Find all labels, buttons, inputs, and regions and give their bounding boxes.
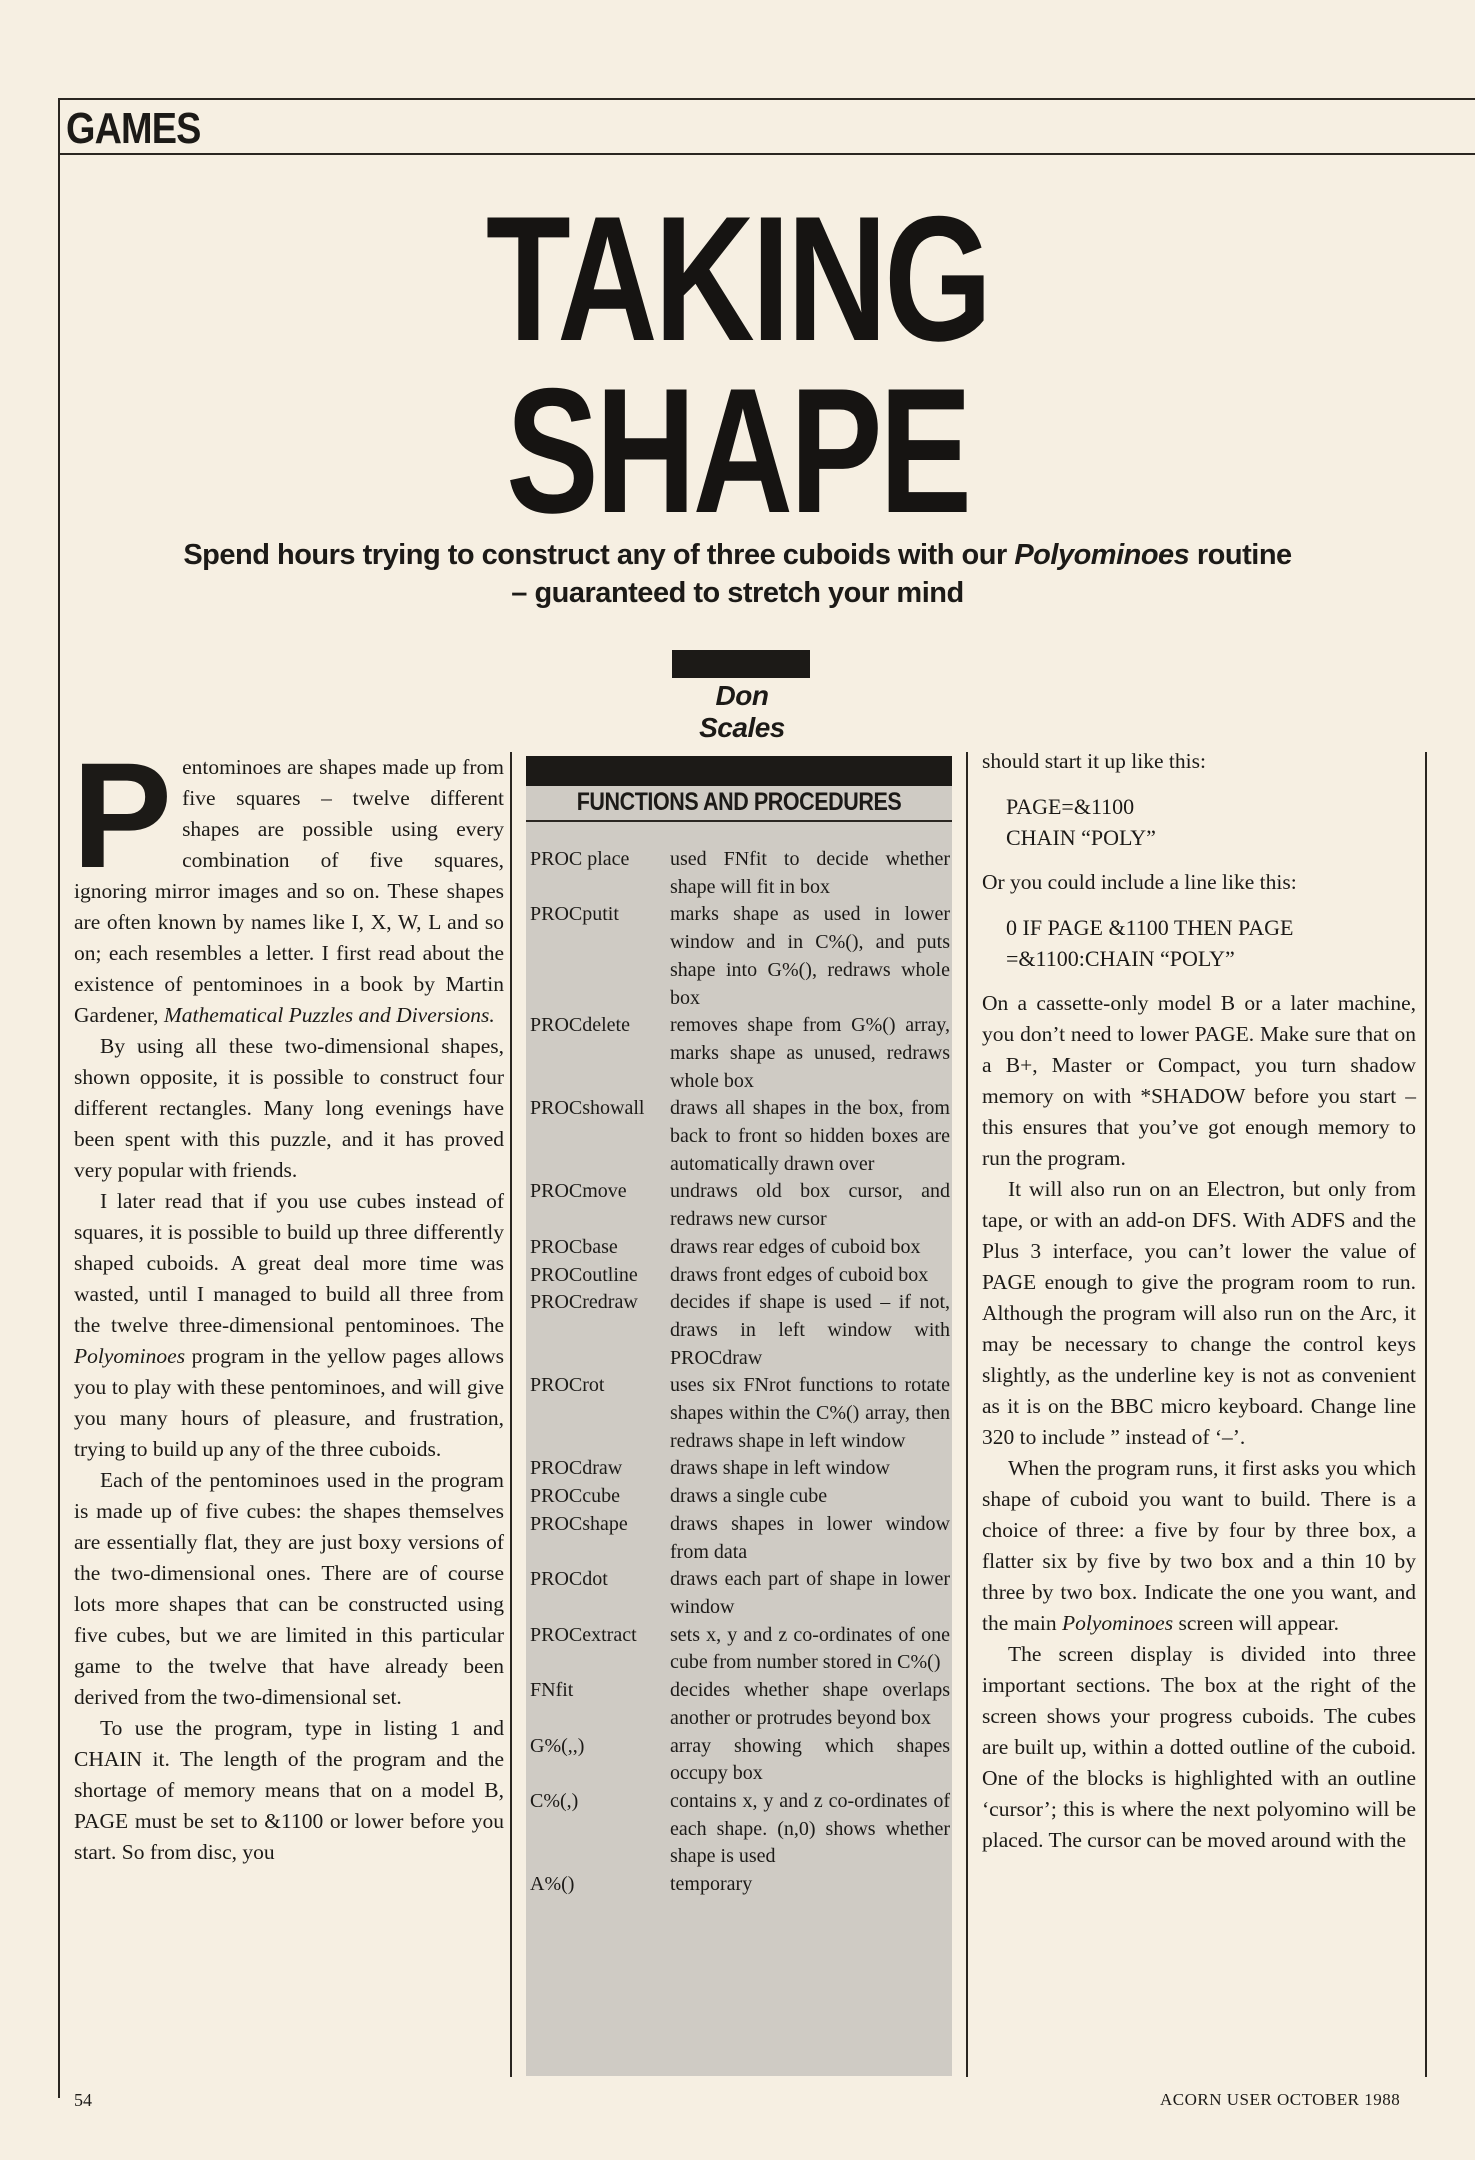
- function-name: PROCextract: [530, 1623, 637, 1646]
- function-description: draws shape in left window: [670, 1457, 890, 1480]
- function-name: PROCshape: [530, 1512, 628, 1535]
- function-row: [530, 1566, 950, 1621]
- function-row: [530, 1788, 950, 1871]
- functions-box-bar: [526, 756, 952, 786]
- function-description: draws shapes in lower window from data: [670, 1512, 950, 1563]
- function-description: draws front edges of cuboid box: [670, 1263, 929, 1286]
- col1-paragraph-3: [74, 1186, 504, 1465]
- standfirst-italic: Polyominoes: [1014, 539, 1190, 571]
- function-description: contains x, y and z co-ordinates of each shape. (n,0) shows whether shape is used: [670, 1789, 950, 1868]
- function-name: PROCcube: [530, 1485, 620, 1508]
- function-name: PROCoutline: [530, 1263, 638, 1286]
- column-rule-3: [1425, 752, 1427, 2077]
- function-name: PROCbase: [530, 1235, 618, 1258]
- byline-bar: [672, 650, 810, 678]
- col3-paragraph-5: [982, 1453, 1416, 1639]
- function-row: [530, 1178, 950, 1233]
- col1-p1-text: entominoes are shapes made up from five squares – twelve different shapes are possible using every combination of five squares, ignoring mirror images and so on. These shapes are often known by names like I, X, W, L and so on; each resembles a letter. I first read about the existence of pentominoes in a book by Martin Gardener,: [74, 755, 504, 1027]
- section-rule: [58, 153, 1475, 155]
- function-row: [530, 901, 950, 1012]
- function-name: PROCdot: [530, 1568, 608, 1591]
- byline: Don Scales: [699, 680, 785, 743]
- standfirst: [180, 536, 1295, 612]
- function-description: temporary: [670, 1873, 753, 1896]
- function-name: C%(,): [530, 1789, 579, 1812]
- col1-paragraph-4: Each of the pentominoes used in the program is made up of five cubes: the shapes themselves are essentially flat, they are just boxy versions of the two-dimensional ones. There are of course lots more shapes that can be constructed using five cubes, but we are limited in this particular game to the twelve that have already been derived from the two-dimensional set.: [74, 1468, 504, 1709]
- drop-cap: P: [72, 731, 173, 899]
- left-rule: [58, 98, 60, 2098]
- col1-p1-italic: Mathematical Puzzles and Diversions.: [163, 1003, 495, 1027]
- function-row: [530, 1234, 950, 1262]
- function-row: [530, 846, 950, 901]
- function-description: undraws old box cursor, and redraws new cursor: [670, 1180, 950, 1231]
- title-line-1: TAKING: [485, 179, 990, 378]
- function-name: PROCdraw: [530, 1457, 623, 1480]
- function-row: [530, 1289, 950, 1372]
- standfirst-text-2: routine – guaranteed to stretch your mind: [511, 539, 1292, 609]
- function-name: PROCdelete: [530, 1014, 630, 1037]
- function-row: [530, 1012, 950, 1095]
- col1-paragraph-5: To use the program, type in listing 1 and CHAIN it. The length of the program and the shortage of memory means that on a model B, PAGE must be set to &1100 or lower before you start. So from disc, you: [74, 1716, 504, 1864]
- code-line: PAGE=&1100: [1006, 794, 1135, 819]
- col3-paragraph-6: The screen display is divided into three important sections. The box at the right of the screen shows your progress cuboids. The cubes are built up, within a dotted outline of the cuboid. One of the blocks is highlighted with an outline ‘cursor’; this is where the next polyomino will be placed. The cursor can be moved around with the: [982, 1642, 1416, 1852]
- col3-p5-text-b: screen will appear.: [1173, 1611, 1340, 1635]
- function-description: draws all shapes in the box, from back to front so hidden boxes are automatically drawn over: [670, 1097, 950, 1175]
- top-rule: [58, 98, 1475, 100]
- function-description: decides if shape is used – if not, draws in left window with PROCdraw: [670, 1291, 950, 1369]
- function-name: A%(): [530, 1873, 575, 1896]
- col1-paragraph-2: By using all these two-dimensional shapes, shown opposite, it is possible to construct four different rectangles. Many long evenings have been spent with this puzzle, and it has proved very popular with friends.: [74, 1034, 504, 1182]
- function-description: decides whether shape overlaps another or protrudes beyond box: [670, 1679, 950, 1729]
- code-line: 0 IF PAGE &1100 THEN PAGE: [1006, 915, 1294, 940]
- function-row: [530, 1262, 950, 1290]
- function-description: uses six FNrot functions to rotate shapes within the C%() array, then redraws shape in left window: [670, 1374, 950, 1452]
- title-line-2: SHAPE: [506, 351, 969, 550]
- page-number: 54: [74, 2090, 92, 2110]
- function-name: PROCredraw: [530, 1291, 638, 1314]
- function-row: [530, 1871, 950, 1899]
- function-description: sets x, y and z co-ordinates of one cube from number stored in C%(): [670, 1623, 950, 1674]
- function-row: [530, 1095, 950, 1178]
- publication-footer: ACORN USER OCTOBER 1988: [1160, 2090, 1401, 2109]
- function-row: [530, 1372, 950, 1455]
- function-row: [530, 1622, 950, 1677]
- column-1: [72, 731, 504, 1868]
- functions-box-title: FUNCTIONS AND PROCEDURES: [576, 788, 902, 816]
- col3-paragraph-1: should start it up like this:: [982, 749, 1206, 773]
- col3-p5-italic: Polyominoes: [1062, 1611, 1174, 1635]
- function-description: array showing which shapes occupy box: [670, 1734, 950, 1785]
- function-row: [530, 1511, 950, 1566]
- function-description: used FNfit to decide whether shape will fit in box: [670, 848, 950, 898]
- column-rule-2: [966, 752, 968, 2077]
- function-row: [530, 1733, 950, 1788]
- function-row: [530, 1455, 950, 1483]
- function-name: FNfit: [530, 1679, 574, 1702]
- function-name: PROCmove: [530, 1180, 627, 1203]
- function-name: G%(,,): [530, 1734, 585, 1757]
- col3-paragraph-3: On a cassette-only model B or a later machine, you don’t need to lower PAGE. Make sure that on a B+, Master or Compact, you turn shadow memory on with *SHADOW before you start – this ensures that you’ve got enough memory to run the program.: [982, 991, 1416, 1170]
- column-rule-1: [510, 752, 512, 2077]
- functions-box-rule: [526, 820, 952, 822]
- col3-paragraph-4: It will also run on an Electron, but only from tape, or with an add-on DFS. With ADFS and the Plus 3 interface, you can’t lower the value of PAGE enough to give the program room to run. Although the program will also run on the Arc, it may be necessary to change the control keys slightly, as the underline key is not as convenient as it is on the BBC micro keyboard. Change line 320 to include ” instead of ‘–’.: [982, 1177, 1416, 1449]
- col1-p3-text-a: I later read that if you use cubes instead of squares, it is possible to build up three differently shaped cuboids. A great deal more time was wasted, until I managed to build all three from the twelve three-dimensional pentominoes. The: [74, 1189, 504, 1337]
- function-description: draws each part of shape in lower window: [670, 1568, 950, 1618]
- col1-p3-italic: Polyominoes: [74, 1344, 186, 1368]
- code-block-1: [982, 791, 1416, 853]
- col3-p5-text-a: When the program runs, it first asks you which shape of cuboid you want to build. There is a choice of three: a five by four by three box, a flatter six by five by two box and a thin 10 by three by two box. Indicate the one you want, and the main: [982, 1456, 1416, 1635]
- function-description: marks shape as used in lower window and in C%(), and puts shape into G%(), redraws whole box: [670, 903, 950, 1009]
- function-description: removes shape from G%() array, marks shape as unused, redraws whole box: [670, 1014, 950, 1092]
- code-line: =&1100:CHAIN “POLY”: [1006, 946, 1235, 971]
- function-row: [530, 1483, 950, 1511]
- column-3: [982, 746, 1416, 1856]
- col3-paragraph-2: Or you could include a line like this:: [982, 870, 1297, 894]
- function-row: [530, 1677, 950, 1732]
- function-description: draws rear edges of cuboid box: [670, 1235, 921, 1258]
- section-label: GAMES: [66, 104, 201, 153]
- function-name: PROC place: [530, 848, 630, 870]
- function-description: draws a single cube: [670, 1485, 828, 1508]
- function-name: PROCrot: [530, 1374, 605, 1397]
- code-block-2: [982, 912, 1416, 974]
- standfirst-text-1: Spend hours trying to construct any of three cuboids with our: [183, 539, 1015, 571]
- col1-p3-text-b: program in the yellow pages allows you to play with these pentominoes, and will give you many hours of pleasure, and frustration, trying to build up any of the three cuboids.: [74, 1344, 504, 1461]
- function-name: PROCshowall: [530, 1097, 645, 1120]
- functions-list: [530, 846, 950, 1899]
- function-name: PROCputit: [530, 903, 619, 926]
- code-line: CHAIN “POLY”: [1006, 825, 1156, 850]
